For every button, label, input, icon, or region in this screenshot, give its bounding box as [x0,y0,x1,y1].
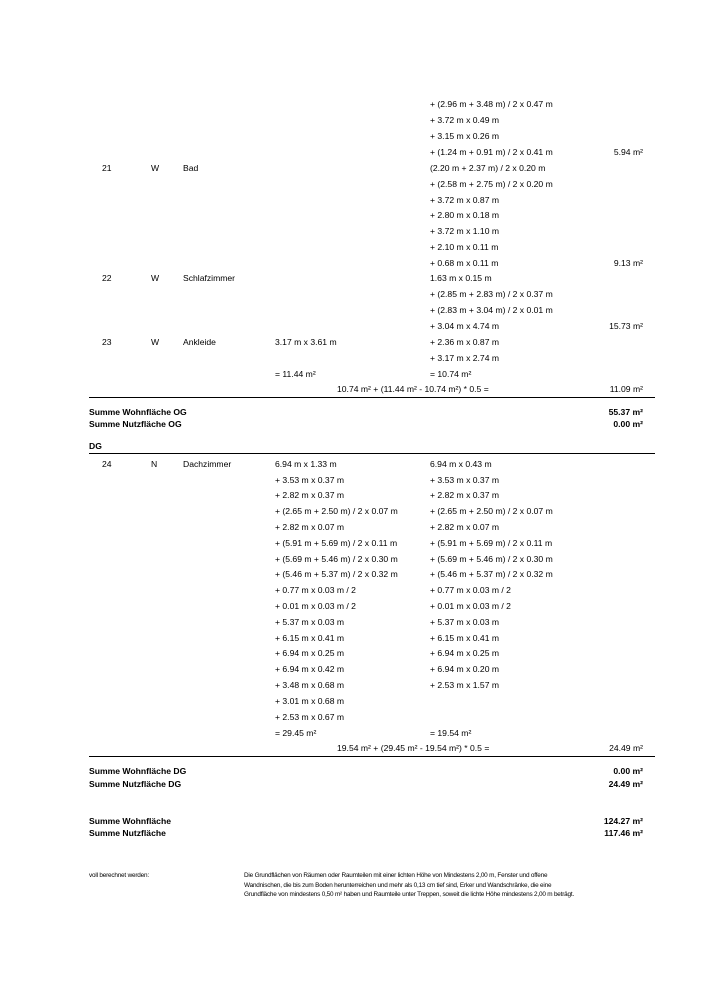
footnote-text [244,871,644,900]
calc-line: + 2.53 m x 1.57 m [430,680,500,690]
calc-line: + 0.77 m x 0.03 m / 2 [275,585,356,595]
room-total: 5.94 m² [613,147,643,157]
calc-line: + (5.69 m + 5.46 m) / 2 x 0.30 m [430,554,553,564]
calc-line: + 3.15 m x 0.26 m [430,131,500,141]
calc-line: + 5.37 m x 0.03 m [430,617,500,627]
calc-line: + (2.65 m + 2.50 m) / 2 x 0.07 m [275,506,398,516]
sum-label: Summe Wohnfläche OG [89,407,187,417]
sum-value: 124.27 m² [603,816,643,826]
calc-line: + 3.72 m x 0.49 m [430,115,500,125]
calc-line: + 0.01 m x 0.03 m / 2 [430,601,511,611]
calc-line: (2.20 m + 2.37 m) / 2 x 0.20 m [430,163,546,173]
calc-line: + 2.80 m x 0.18 m [430,210,500,220]
calc-line: + (2.96 m + 3.48 m) / 2 x 0.47 m [430,99,553,109]
calc-line: + (2.83 m + 3.04 m) / 2 x 0.01 m [430,305,553,315]
calc-line: + 2.82 m x 0.07 m [430,522,500,532]
calc-formula: 10.74 m² + (11.44 m² - 10.74 m²) * 0.5 = [337,384,489,394]
calc-sum: = 11.44 m² [275,369,316,379]
room-total: 24.49 m² [609,743,643,753]
room-name: Dachzimmer [183,459,232,469]
calc-line: + 3.17 m x 2.74 m [430,353,500,363]
room-number: 24 [102,459,112,469]
calc-line: + 6.94 m x 0.42 m [275,664,345,674]
sum-value: 117.46 m² [604,828,643,838]
divider [89,397,655,398]
room-type: N [151,459,158,469]
footnote-left: voll berechnet werden: [89,872,149,879]
calc-line: + 3.72 m x 0.87 m [430,195,500,205]
sum-value: 24.49 m² [608,779,643,789]
calc-line: + (5.91 m + 5.69 m) / 2 x 0.11 m [430,538,553,548]
sum-label: Summe Nutzfläche OG [89,419,182,429]
calc-line: + 3.48 m x 0.68 m [275,680,345,690]
room-name: Ankleide [183,337,216,347]
sum-label: Summe Wohnfläche DG [89,766,187,776]
calc-line: + 6.15 m x 0.41 m [430,633,500,643]
calc-line: + 6.94 m x 0.20 m [430,664,500,674]
calc-line: + 0.01 m x 0.03 m / 2 [275,601,356,611]
sum-value: 0.00 m² [613,766,643,776]
sum-label: Summe Wohnfläche [89,816,171,826]
room-total: 11.09 m² [609,384,643,394]
calc-line: + 3.72 m x 1.10 m [430,226,500,236]
calc-line: + (2.85 m + 2.83 m) / 2 x 0.37 m [430,289,553,299]
room-number: 23 [102,337,112,347]
sum-label: Summe Nutzfläche DG [89,779,182,789]
calc-line: + (5.46 m + 5.37 m) / 2 x 0.32 m [275,569,398,579]
calc-line: + 6.94 m x 0.25 m [275,648,345,658]
sum-label: Summe Nutzfläche [89,828,166,838]
calc-line: + (1.24 m + 0.91 m) / 2 x 0.41 m [430,147,553,157]
room-number: 22 [102,273,112,283]
calc-line: + 6.15 m x 0.41 m [275,633,345,643]
footnote-line: Wandnischen, die bis zum Boden herunterreichen und mehr als 0,13 cm tief sind, Erker und Wandschränke, die eine [244,881,552,889]
room-type: W [151,273,160,283]
sum-value: 0.00 m² [613,419,643,429]
room-number: 21 [102,163,112,173]
calc-line: + (2.65 m + 2.50 m) / 2 x 0.07 m [430,506,553,516]
calc-line: + (5.46 m + 5.37 m) / 2 x 0.32 m [430,569,553,579]
calc-line: + 5.37 m x 0.03 m [275,617,345,627]
calc-line: + 3.04 m x 4.74 m [430,321,500,331]
room-name: Schlafzimmer [183,273,236,283]
calc-line: + (5.91 m + 5.69 m) / 2 x 0.11 m [275,538,398,548]
calc-line: + 2.82 m x 0.37 m [275,490,345,500]
footnote-line: Die Grundflächen von Räumen oder Raumteilen mit einer lichten Höhe von Mindestens 2,00 m, Fenster und offene [244,872,548,879]
calc-line: 6.94 m x 1.33 m [275,459,337,469]
calc-line: + 3.01 m x 0.68 m [275,696,345,706]
calc-sum: = 10.74 m² [430,369,472,379]
room-name: Bad [183,163,199,173]
calc-line: + 3.53 m x 0.37 m [275,475,345,485]
calc-line: + 0.77 m x 0.03 m / 2 [430,585,511,595]
calc-line: + 2.10 m x 0.11 m [430,242,499,252]
calc-line: + 6.94 m x 0.25 m [430,648,500,658]
footnote-line: Grundfläche von mindestens 0,50 m² haben und Raumteile unter Treppen, soweit die lichte Höhe mindestens 2,00 m beträgt. [244,891,575,898]
calc-sum: = 19.54 m² [430,728,472,738]
calc-line: + 2.36 m x 0.87 m [430,337,500,347]
calc-line: + 2.53 m x 0.67 m [275,712,345,722]
calc-line: 6.94 m x 0.43 m [430,459,492,469]
room-total: 9.13 m² [613,258,643,268]
divider [89,756,655,757]
sum-value: 55.37 m² [608,407,643,417]
calc-line: + 2.82 m x 0.37 m [430,490,500,500]
divider [89,453,655,454]
calc-line: + 0.68 m x 0.11 m [430,258,499,268]
calc-line: + 2.82 m x 0.07 m [275,522,345,532]
calc-line: 1.63 m x 0.15 m [430,273,492,283]
calc-line: 3.17 m x 3.61 m [275,337,337,347]
section-header-dg: DG [89,441,102,451]
room-type: W [151,337,160,347]
calc-sum: = 29.45 m² [275,728,317,738]
calc-line: + (2.58 m + 2.75 m) / 2 x 0.20 m [430,179,553,189]
room-type: W [151,163,160,173]
calc-line: + 3.53 m x 0.37 m [430,475,500,485]
calc-formula: 19.54 m² + (29.45 m² - 19.54 m²) * 0.5 = [337,743,490,753]
calc-line: + (5.69 m + 5.46 m) / 2 x 0.30 m [275,554,398,564]
room-total: 15.73 m² [609,321,643,331]
